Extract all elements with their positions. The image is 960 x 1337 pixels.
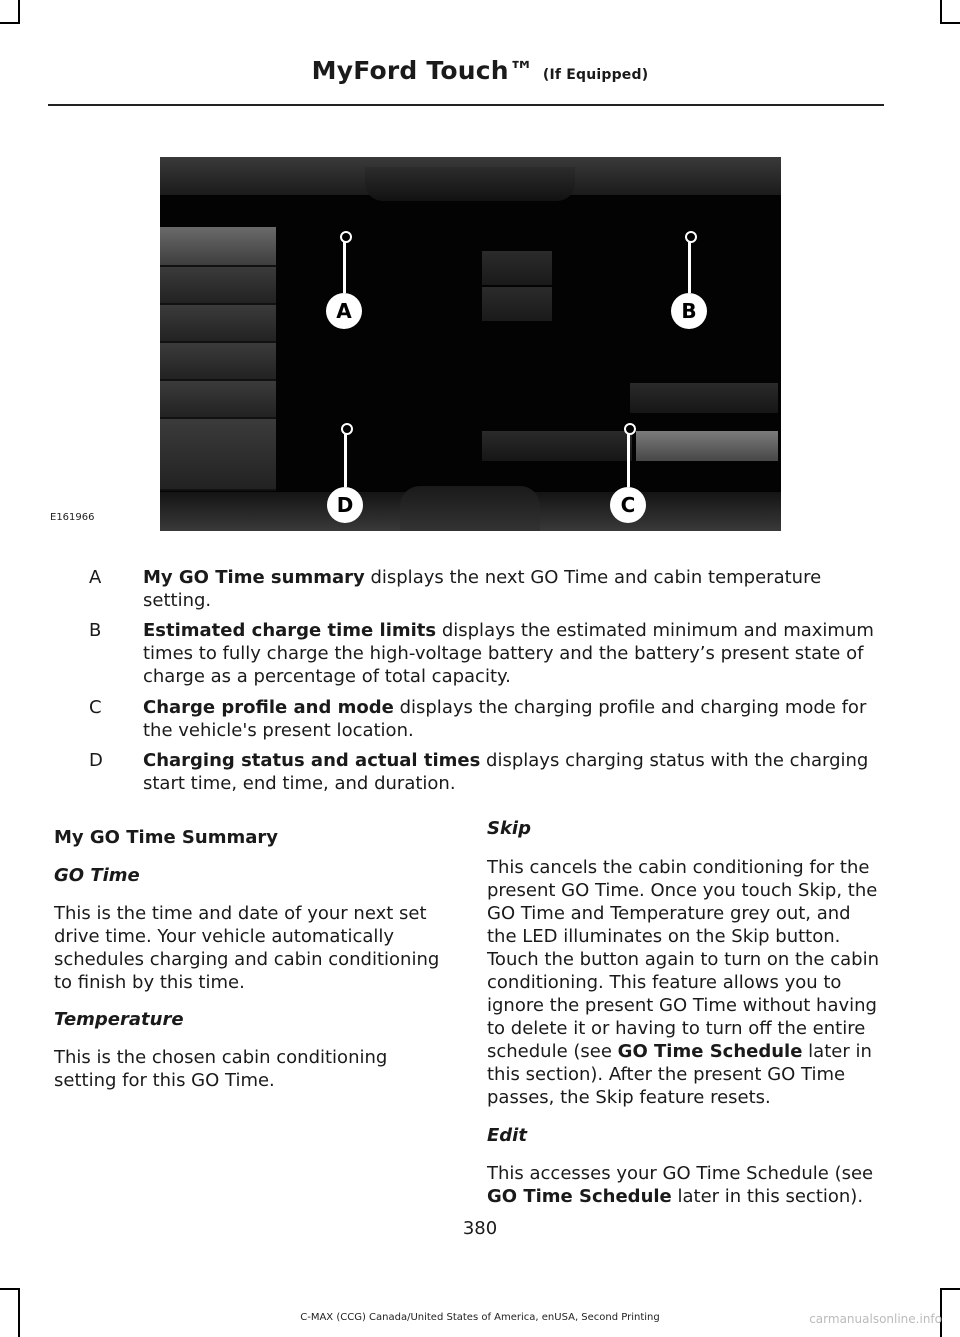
definition-letter: A bbox=[89, 567, 102, 588]
touchscreen-illustration bbox=[160, 157, 781, 531]
definition-body: displays the estimated minimum and maximum times to fully charge the high-voltage battery and the battery’s present state of charge as a percentage of total capacity. bbox=[143, 620, 874, 687]
definition-letter: B bbox=[89, 620, 102, 641]
figure-id: E161966 bbox=[50, 512, 95, 523]
status-block bbox=[482, 431, 632, 461]
screen-bottom-bar bbox=[160, 492, 781, 531]
definition-text bbox=[143, 749, 879, 795]
side-tab bbox=[160, 419, 276, 491]
page-title-main: MyFord Touch™ bbox=[311, 56, 534, 85]
crop-mark bbox=[940, 22, 960, 24]
charge-limit-block bbox=[630, 383, 778, 413]
side-tab bbox=[160, 267, 276, 305]
edit-text-part-2: later in this section). bbox=[671, 1186, 864, 1207]
right-column bbox=[487, 817, 885, 1208]
side-tab bbox=[160, 343, 276, 381]
callout-line bbox=[627, 433, 630, 487]
crop-mark bbox=[18, 0, 20, 24]
page-title bbox=[0, 56, 960, 85]
go-time-text: This is the time and date of your next set drive time. Your vehicle automatically schedules charging and cabin conditioning to finish by this time. bbox=[54, 903, 440, 993]
crop-mark bbox=[0, 22, 18, 24]
skip-cross-reference: GO Time Schedule bbox=[617, 1041, 803, 1062]
crop-mark bbox=[940, 0, 942, 24]
callout-line bbox=[343, 241, 346, 293]
page-number: 380 bbox=[462, 1218, 498, 1239]
left-column bbox=[54, 826, 454, 1092]
callout-pin bbox=[340, 231, 352, 243]
edit-heading: Edit bbox=[487, 1125, 527, 1146]
mode-block bbox=[636, 431, 778, 461]
watermark: carmanualsonline.info bbox=[809, 1312, 942, 1326]
temperature-heading: Temperature bbox=[54, 1009, 184, 1030]
skip-text-part-2: later in this section). After the present GO Time passes, the Skip feature resets. bbox=[487, 1041, 872, 1108]
go-time-heading: GO Time bbox=[54, 865, 140, 886]
edit-cross-reference: GO Time Schedule bbox=[487, 1186, 672, 1207]
definition-term: Charge profile and mode bbox=[143, 697, 394, 718]
definition-term: Estimated charge time limits bbox=[143, 620, 437, 641]
definition-letter: C bbox=[89, 697, 102, 718]
header-divider bbox=[48, 104, 884, 106]
skip-text bbox=[487, 856, 885, 1109]
callout-c-badge: C bbox=[610, 487, 646, 523]
callout-b-badge: B bbox=[671, 293, 707, 329]
definition-term: Charging status and actual times bbox=[143, 750, 481, 771]
footer-text: C-MAX (CCG) Canada/United States of America, enUSA, Second Printing bbox=[300, 1312, 660, 1323]
definition-term: My GO Time summary bbox=[143, 567, 365, 588]
callout-line bbox=[344, 433, 347, 487]
side-tab bbox=[160, 381, 276, 419]
definition-text bbox=[143, 696, 879, 742]
skip-text-part-1: This cancels the cabin conditioning for the present GO Time. Once you touch Skip, the GO Time and Temperature grey out, and the LED illuminates on the Skip button. Touch the button again to turn on the cabin conditioning. This feature allows you to ignore the present GO Time without having to delete it or having to turn off the entire schedule (see bbox=[487, 857, 879, 1062]
crop-mark bbox=[0, 1288, 18, 1290]
callout-pin bbox=[341, 423, 353, 435]
crop-mark bbox=[940, 1288, 960, 1290]
temperature-text: This is the chosen cabin conditioning setting for this GO Time. bbox=[54, 1047, 388, 1091]
definition-text bbox=[143, 566, 879, 612]
side-tab bbox=[160, 305, 276, 343]
page-title-suffix: (If Equipped) bbox=[542, 67, 649, 83]
section-heading: My GO Time Summary bbox=[54, 827, 278, 848]
callout-pin bbox=[685, 231, 697, 243]
skip-heading: Skip bbox=[487, 818, 531, 839]
edit-text bbox=[487, 1162, 885, 1208]
callout-a-badge: A bbox=[326, 293, 362, 329]
callout-pin bbox=[624, 423, 636, 435]
screen-bottom-bump bbox=[400, 486, 540, 531]
side-tab bbox=[160, 227, 276, 267]
screen-top-bar bbox=[160, 157, 781, 195]
callout-d-badge: D bbox=[327, 487, 363, 523]
definition-body: displays the next GO Time and cabin temperature setting. bbox=[143, 567, 822, 611]
go-time-block bbox=[482, 251, 552, 285]
definition-body: displays the charging profile and charging mode for the vehicle's present location. bbox=[143, 697, 867, 741]
definition-body: displays charging status with the charging start time, end time, and duration. bbox=[143, 750, 869, 794]
callout-line bbox=[688, 241, 691, 293]
temperature-block bbox=[482, 287, 552, 321]
definition-letter: D bbox=[89, 750, 103, 771]
screen-top-notch bbox=[365, 167, 575, 201]
definition-text bbox=[143, 619, 879, 688]
edit-text-part-1: This accesses your GO Time Schedule (see bbox=[487, 1163, 874, 1184]
